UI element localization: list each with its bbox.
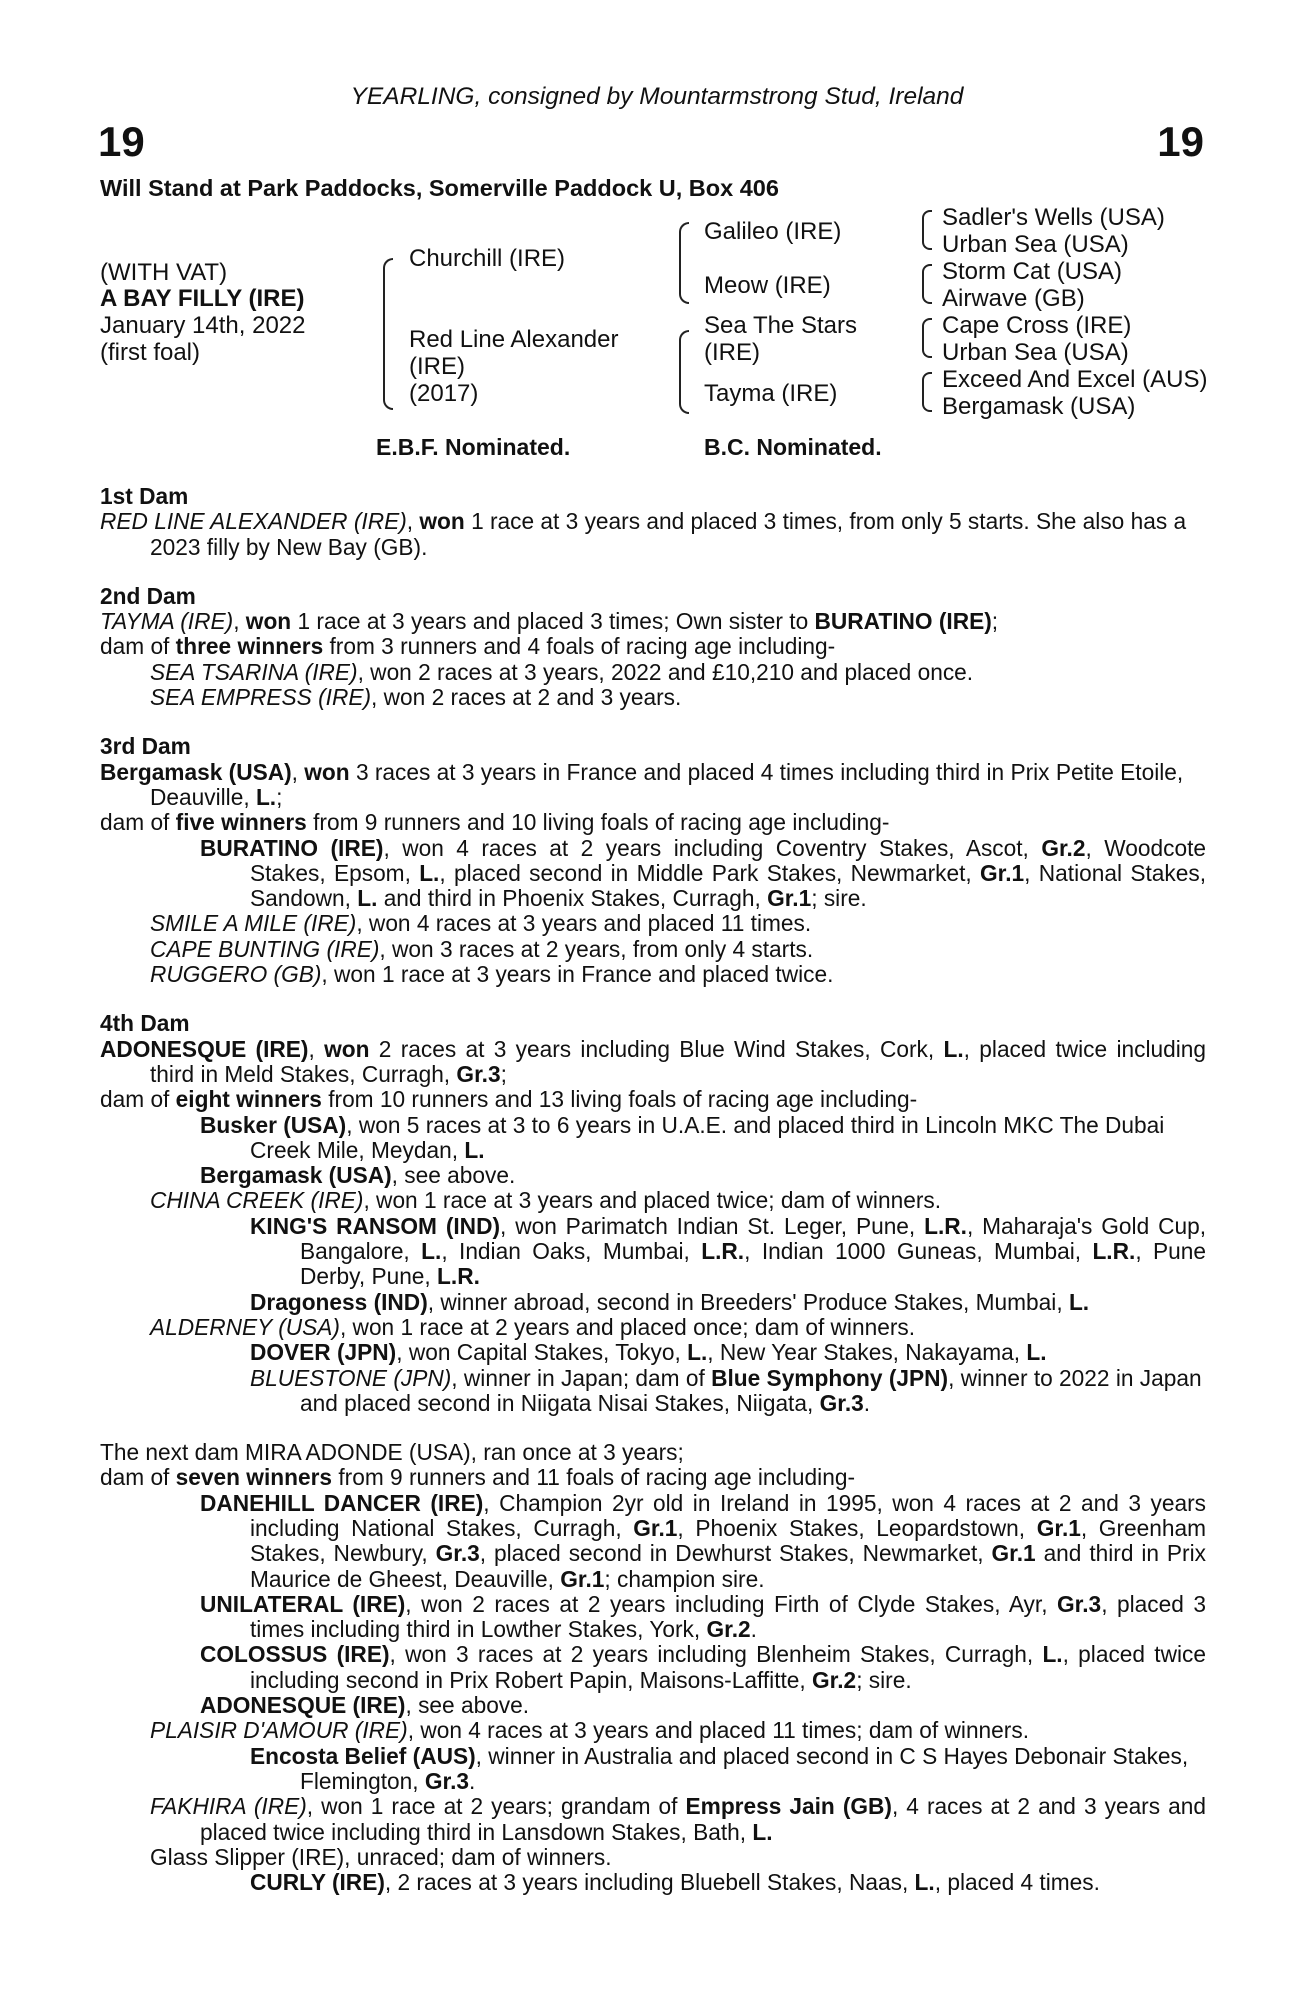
pedigree-ssd: Urban Sea (USA): [942, 231, 1129, 258]
produce-entry: ADONESQUE (IRE), see above.: [200, 1692, 530, 1719]
produce-entry: FAKHIRA (IRE), won 1 race at 2 years; grandam of Empress Jain (GB), 4 races at 2 and 3 years and placed twice including third in Lansdown Stakes, Bath, L.: [150, 1793, 1206, 1845]
produce-entry: Bergamask (USA), see above.: [200, 1162, 516, 1189]
pedigree-dam-line1: Red Line Alexander: [409, 326, 619, 353]
first-dam-heading: 1st Dam: [100, 483, 189, 509]
horse-dob: January 14th, 2022: [100, 312, 306, 339]
fourth-dam-produce: dam of eight winners from 10 runners and 13 living foals of racing age including-: [100, 1086, 918, 1113]
bc-nominated: B.C. Nominated.: [704, 434, 882, 460]
horse-foal-note: (first foal): [100, 339, 201, 366]
pedigree-sss: Sadler's Wells (USA): [942, 204, 1165, 231]
produce-entry: SMILE A MILE (IRE), won 4 races at 3 years and placed 11 times.: [150, 910, 812, 937]
produce-entry: Busker (USA), won 5 races at 3 to 6 years in U.A.E. and placed third in Lincoln MKC The Dubai Creek Mile, Meydan, L.: [200, 1111, 1165, 1163]
produce-entry: DOVER (JPN), won Capital Stakes, Tokyo, L., New Year Stakes, Nakayama, L.: [250, 1339, 1047, 1366]
vat-note: (WITH VAT): [100, 259, 228, 286]
produce-entry: Glass Slipper (IRE), unraced; dam of winners.: [150, 1843, 612, 1870]
pedigree-ddd: Bergamask (USA): [942, 393, 1136, 420]
produce-entry: BLUESTONE (JPN), winner in Japan; dam of Blue Symphony (JPN), winner to 2022 in Japan and placed second in Niigata Nisai Stakes, Niigata, Gr.3.: [250, 1364, 1202, 1416]
produce-entry: CHINA CREEK (IRE), won 1 race at 3 years and placed twice; dam of winners.: [150, 1187, 942, 1214]
produce-entry: DANEHILL DANCER (IRE), Champion 2yr old in Ireland in 1995, won 4 races at 2 and 3 years including National Stakes, Curragh, Gr.1, Phoenix Stakes, Leopardstown, Gr.1, Greenham Stakes, Newbury, Gr.3, placed second in Dewhurst Stakes, Newmarket, Gr.1 and third in Prix Maurice de Gheest, Deauville, Gr.1; champion sire.: [200, 1489, 1206, 1592]
horse-name: A BAY FILLY (IRE): [100, 285, 305, 312]
produce-entry: SEA TSARINA (IRE), won 2 races at 3 years, 2022 and £10,210 and placed once.: [150, 658, 974, 685]
pedigree-brace-sire: [679, 222, 689, 304]
pedigree-dam-dam: Tayma (IRE): [704, 380, 838, 407]
stand-location: Will Stand at Park Paddocks, Somerville Paddock U, Box 406: [100, 175, 779, 201]
second-dam-text: TAYMA (IRE), won 1 race at 3 years and placed 3 times; Own sister to BURATINO (IRE);: [100, 608, 999, 635]
lot-number-left: 19: [98, 118, 145, 165]
third-dam-text: Bergamask (USA), won 3 races at 3 years in France and placed 4 times including third in Prix Petite Etoile, Deauville, L.;: [100, 758, 1184, 810]
pedigree-dam-sire-line2: (IRE): [704, 339, 760, 366]
consignor-line: YEARLING, consigned by Mountarmstrong Stud, Ireland: [350, 83, 964, 110]
pedigree-brace-ss: [922, 210, 932, 250]
pedigree-brace-dd: [922, 372, 932, 412]
third-dam-heading: 3rd Dam: [100, 733, 191, 760]
third-dam-produce: dam of five winners from 9 runners and 10 living foals of racing age including-: [100, 809, 890, 836]
produce-entry: Dragoness (IND), winner abroad, second in Breeders' Produce Stakes, Mumbai, L.: [250, 1288, 1090, 1315]
pedigree-dsd: Urban Sea (USA): [942, 339, 1129, 366]
pedigree-dam-line2: (IRE): [409, 353, 465, 380]
pedigree-brace-gen1: [383, 258, 393, 410]
produce-entry: RUGGERO (GB), won 1 race at 3 years in France and placed twice.: [150, 961, 834, 988]
pedigree-sdd: Airwave (GB): [942, 285, 1085, 312]
ebf-nominated: E.B.F. Nominated.: [376, 434, 571, 460]
first-dam-text: RED LINE ALEXANDER (IRE), won 1 race at 3 years and placed 3 times, from only 5 starts. She also has a 2023 filly by New Bay (GB).: [100, 508, 1187, 560]
produce-entry: CURLY (IRE), 2 races at 3 years including Bluebell Stakes, Naas, L., placed 4 times.: [250, 1869, 1100, 1896]
produce-entry: PLAISIR D'AMOUR (IRE), won 4 races at 3 years and placed 11 times; dam of winners.: [150, 1717, 1029, 1744]
next-dam-produce: dam of seven winners from 9 runners and 11 foals of racing age including-: [100, 1464, 855, 1491]
pedigree-dds: Exceed And Excel (AUS): [942, 366, 1208, 393]
pedigree-sire-sire: Galileo (IRE): [704, 218, 842, 245]
pedigree-brace-sd: [922, 264, 932, 304]
fourth-dam-heading: 4th Dam: [100, 1010, 190, 1037]
produce-entry: UNILATERAL (IRE), won 2 races at 2 years including Firth of Clyde Stakes, Ayr, Gr.3, placed 3 times including third in Lowther Stakes, York, Gr.2.: [200, 1590, 1207, 1643]
produce-entry: Encosta Belief (AUS), winner in Australia and placed second in C S Hayes Debonair Stakes, Flemington, Gr.3.: [250, 1742, 1189, 1794]
pedigree-dam-sire-line1: Sea The Stars: [704, 312, 857, 339]
lot-number-right: 19: [1157, 118, 1204, 165]
pedigree-sire-dam: Meow (IRE): [704, 272, 831, 299]
produce-entry: SEA EMPRESS (IRE), won 2 races at 2 and 3 years.: [150, 684, 682, 711]
produce-entry: BURATINO (IRE), won 4 races at 2 years including Coventry Stakes, Ascot, Gr.2, Woodcote Stakes, Epsom, L., placed second in Middle Park Stakes, Newmarket, Gr.1, National Stakes, Sandown, L. and third in Phoenix Stakes, Curragh, Gr.1; sire.: [200, 834, 1206, 912]
produce-entry: COLOSSUS (IRE), won 3 races at 2 years including Blenheim Stakes, Curragh, L., placed twice including second in Prix Robert Papin, Maisons-Laffitte, Gr.2; sire.: [200, 1641, 1206, 1693]
pedigree-dam-line3: (2017): [409, 380, 479, 407]
second-dam-produce: dam of three winners from 3 runners and 4 foals of racing age including-: [100, 633, 836, 660]
pedigree-brace-dam: [679, 330, 689, 414]
catalogue-body: [100, 484, 1206, 1895]
pedigree-dss: Cape Cross (IRE): [942, 312, 1132, 339]
pedigree-sire: Churchill (IRE): [409, 245, 566, 272]
fourth-dam-text: ADONESQUE (IRE), won 2 races at 3 years including Blue Wind Stakes, Cork, L., placed twice including third in Meld Stakes, Curragh, Gr.3;: [100, 1035, 1207, 1087]
next-dam-text: The next dam MIRA ADONDE (USA), ran once at 3 years;: [100, 1439, 684, 1466]
produce-entry: KING'S RANSOM (IND), won Parimatch Indian St. Leger, Pune, L.R., Maharaja's Gold Cup, Bangalore, L., Indian Oaks, Mumbai, L.R., Indian 1000 Guneas, Mumbai, L.R., Pune Derby, Pune, L.R.: [250, 1212, 1206, 1290]
pedigree-sds: Storm Cat (USA): [942, 258, 1123, 285]
produce-entry: CAPE BUNTING (IRE), won 3 races at 2 years, from only 4 starts.: [150, 935, 814, 962]
produce-entry: ALDERNEY (USA), won 1 race at 2 years and placed once; dam of winners.: [150, 1313, 916, 1340]
pedigree-brace-ds: [922, 318, 932, 358]
second-dam-heading: 2nd Dam: [100, 582, 196, 609]
